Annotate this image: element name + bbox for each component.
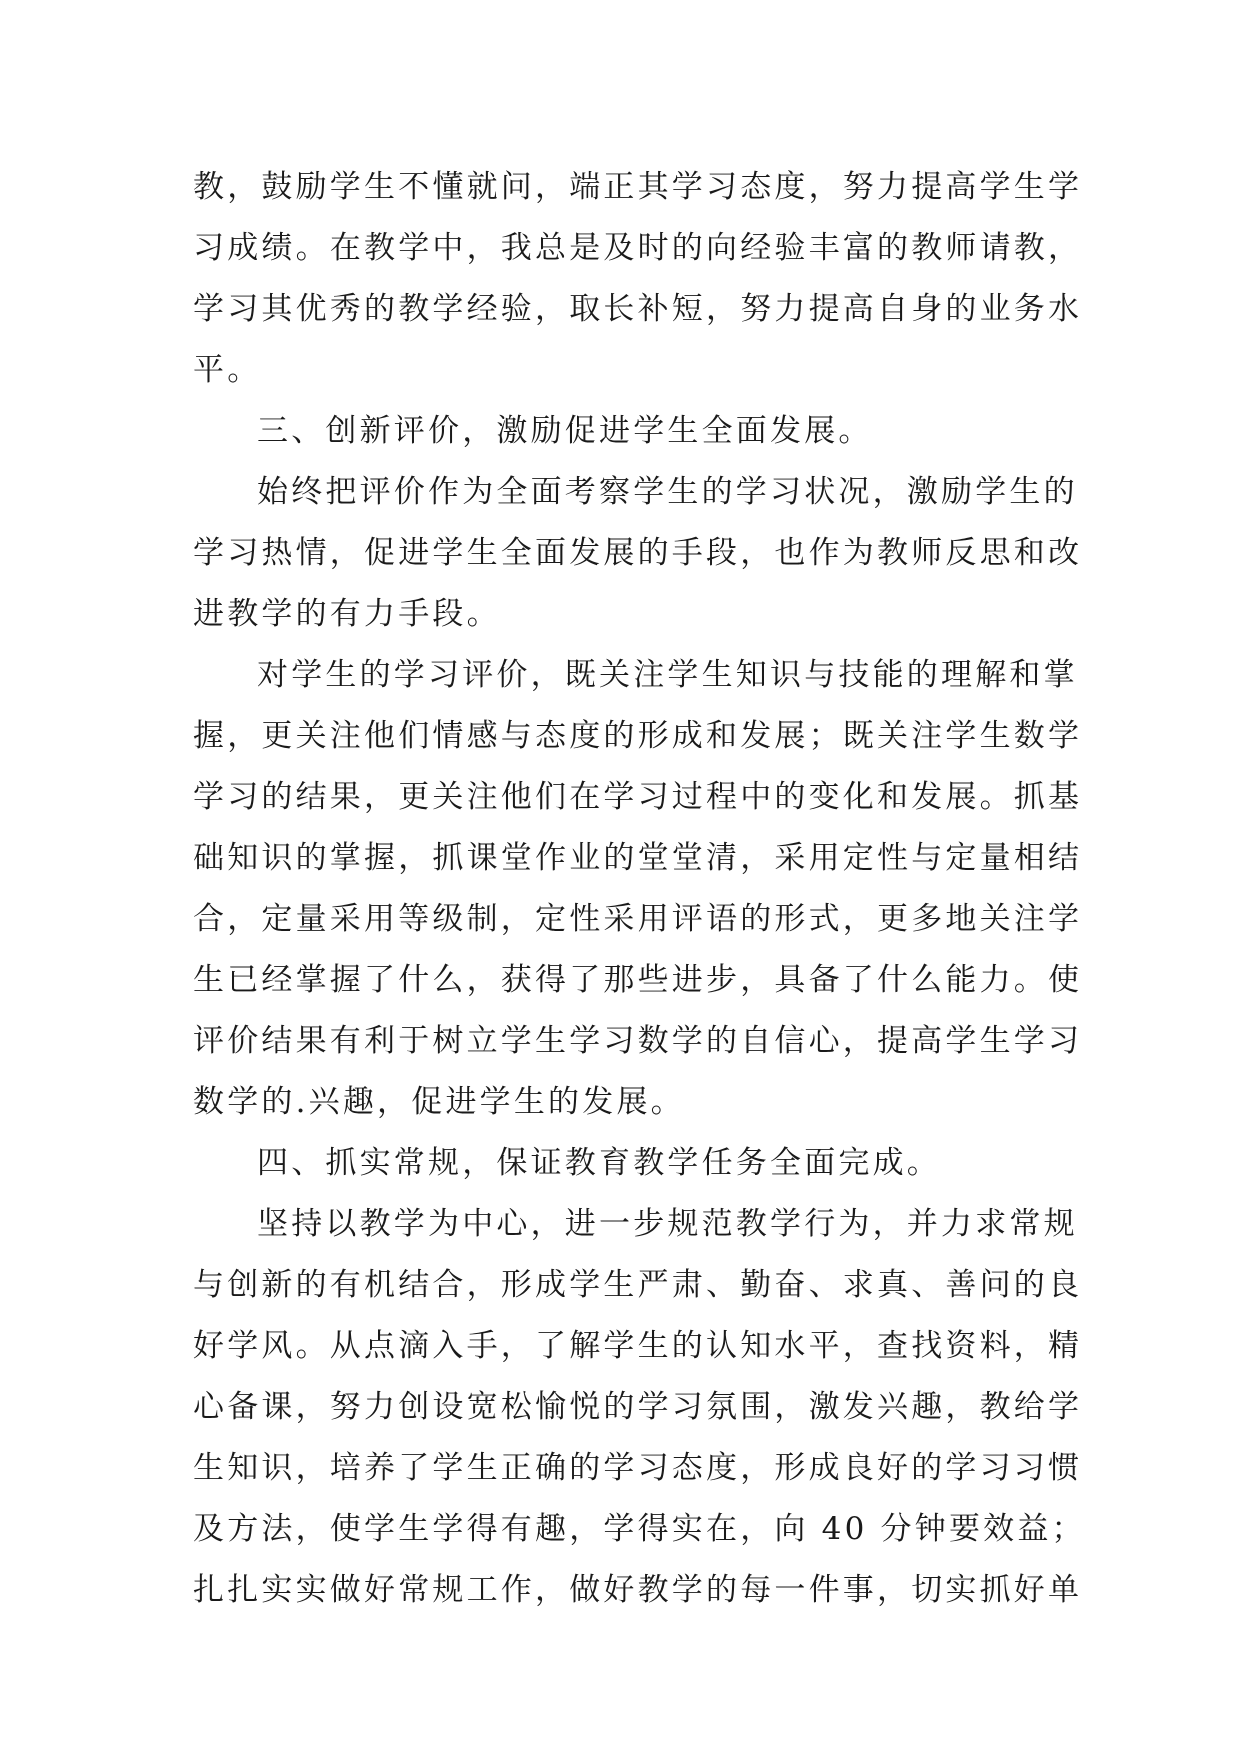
text-line: 对学生的学习评价，既关注学生知识与技能的理解和掌 [257, 657, 1078, 693]
text-line: 生已经掌握了什么，获得了那些进步，具备了什么能力。使 [193, 962, 1083, 998]
text-line: 扎扎实实做好常规工作，做好教学的每一件事，切实抓好单 [193, 1572, 1083, 1608]
text-line: 坚持以教学为中心，进一步规范教学行为，并力求常规 [257, 1206, 1078, 1242]
section-heading: 三、创新评价，激励促进学生全面发展。 [257, 413, 873, 449]
text-line: 好学风。从点滴入手，了解学生的认知水平，查找资料，精 [193, 1328, 1083, 1364]
text-line: 教，鼓励学生不懂就问，端正其学习态度，努力提高学生学 [193, 169, 1083, 205]
text-line: 数学的.兴趣，促进学生的发展。 [193, 1084, 685, 1120]
text-line: 及方法，使学生学得有趣，学得实在，向 40 分钟要效益； [193, 1511, 1086, 1547]
text-line: 与创新的有机结合，形成学生严肃、勤奋、求真、善问的良 [193, 1267, 1083, 1303]
document-body [193, 157, 1086, 1621]
text-line: 生知识，培养了学生正确的学习态度，形成良好的学习习惯 [193, 1450, 1083, 1486]
text-line: 础知识的掌握，抓课堂作业的堂堂清，采用定性与定量相结 [193, 840, 1083, 876]
section-heading: 四、抓实常规，保证教育教学任务全面完成。 [257, 1145, 941, 1181]
text-line: 始终把评价作为全面考察学生的学习状况，激励学生的 [257, 474, 1078, 510]
text-line: 学习热情，促进学生全面发展的手段，也作为教师反思和改 [193, 535, 1083, 571]
text-line: 进教学的有力手段。 [193, 596, 501, 632]
text-line: 学习的结果，更关注他们在学习过程中的变化和发展。抓基 [193, 779, 1083, 815]
text-line: 合，定量采用等级制，定性采用评语的形式，更多地关注学 [193, 901, 1083, 937]
text-line: 习成绩。在教学中，我总是及时的向经验丰富的教师请教， [193, 230, 1083, 266]
text-line: 学习其优秀的教学经验，取长补短，努力提高自身的业务水 [193, 291, 1083, 327]
text-line: 评价结果有利于树立学生学习数学的自信心，提高学生学习 [193, 1023, 1083, 1059]
text-line: 心备课，努力创设宽松愉悦的学习氛围，激发兴趣，教给学 [193, 1389, 1083, 1425]
text-line: 平。 [193, 352, 262, 388]
text-line: 握，更关注他们情感与态度的形成和发展；既关注学生数学 [193, 718, 1083, 754]
